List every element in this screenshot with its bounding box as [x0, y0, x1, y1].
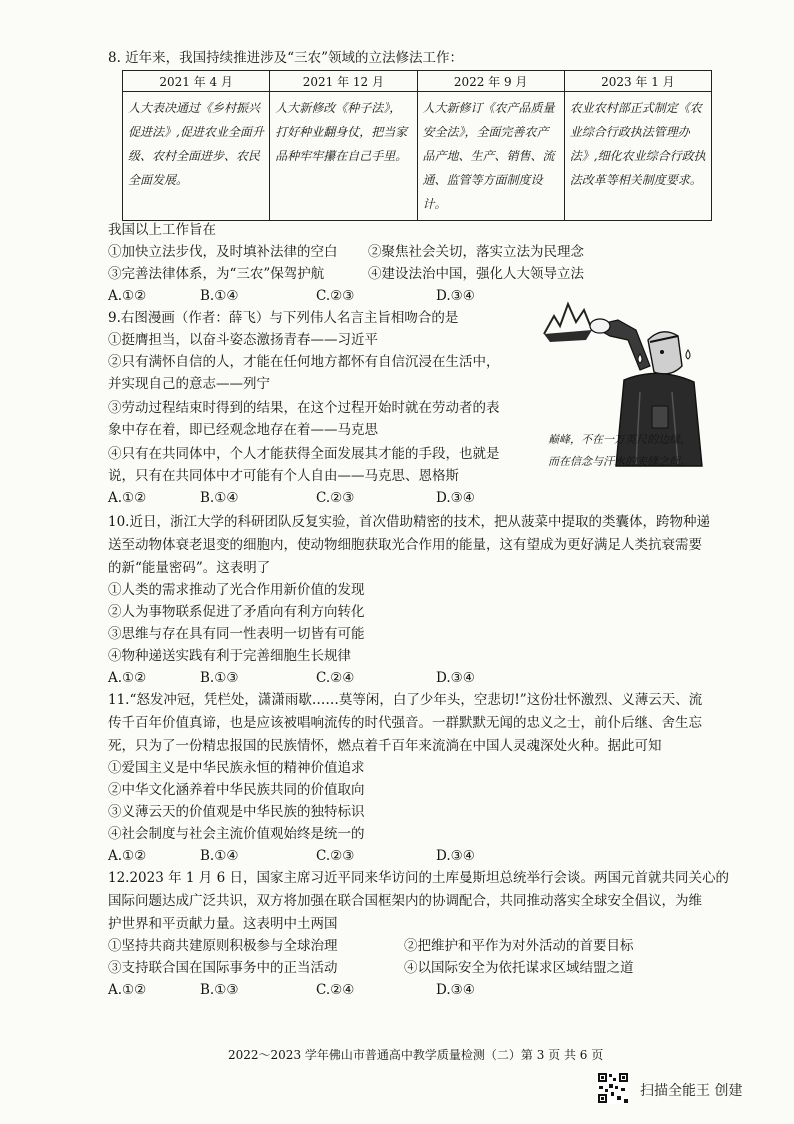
q9-option: C.②③: [316, 490, 355, 506]
q12-item: ③支持联合国在国际事务中的正当活动: [108, 960, 338, 976]
q8-lead: 我国以上工作旨在: [108, 222, 216, 238]
table-header-date: 2023 年 1 月: [564, 71, 711, 92]
q8-item: ②聚焦社会关切，落实立法为民理念: [368, 244, 584, 260]
q11-line: 传千百年价值真谛，也是应该被唱响流传的时代强音。一群默默无闻的忠义之士，前仆后继、舍生忘: [108, 715, 702, 731]
q9-line: 说，只有在共同体中才可能有个人自由——马克思、恩格斯: [108, 468, 459, 484]
q9-option: B.①④: [200, 490, 239, 506]
q8-option: B.①④: [200, 288, 239, 304]
q8-item: ①加快立法步伐，及时填补法律的空白: [108, 244, 338, 260]
q11-item: ③义薄云天的价值观是中华民族的独特标识: [108, 804, 365, 820]
table-cell: 农业农村部正式制定《农业综合行政执法管理办法》,细化农业综合行政执法改革等相关制度要求。: [564, 92, 711, 221]
q9-line: ③劳动过程结束时得到的结果，在这个过程开始时就在劳动者的表: [108, 400, 500, 416]
q11-item: ④社会制度与社会主流价值观始终是统一的: [108, 826, 365, 842]
q8-option: A.①②: [108, 288, 147, 304]
q8-option: C.②③: [316, 288, 355, 304]
q9-option: A.①②: [108, 490, 147, 506]
q9-line: ④只有在共同体中，个人才能获得全面发展其才能的手段，也就是: [108, 446, 500, 462]
q10-option: C.②④: [316, 670, 355, 686]
q12-line: 护世界和平贡献力量。这表明中土两国: [108, 916, 338, 932]
q12-line: 国际问题达成广泛共识，双方将加强在联合国框架内的协调配合，共同推动落实全球安全倡议，为维: [108, 893, 702, 909]
legislation-table: [122, 70, 712, 221]
q11-option: B.①④: [200, 848, 239, 864]
q9-line: 并实现自己的意志——列宁: [108, 376, 270, 392]
q11-option: D.③④: [436, 848, 475, 864]
q12-option: C.②④: [316, 982, 355, 998]
page-footer: 2022～2023 学年佛山市普通高中教学质量检测（二）第 3 页 共 6 页: [228, 1048, 604, 1062]
q8-item: ③完善法律体系，为“三农”保驾护航: [108, 266, 325, 282]
q10-item: ④物种递送实践有利于完善细胞生长规律: [108, 648, 351, 664]
q8-stem: 8. 近年来，我国持续推进涉及“三农”领域的立法修法工作：: [108, 50, 463, 66]
q12-item: ①坚持共商共建原则积极参与全球治理: [108, 938, 338, 954]
table-header-date: 2022 年 9 月: [417, 71, 564, 92]
q11-option: A.①②: [108, 848, 147, 864]
q11-line: 11.“怒发冲冠，凭栏处，潇潇雨歇……莫等闲，白了少年头，空悲切!”这份壮怀激烈、义薄云天、流: [108, 692, 703, 708]
q9-option: D.③④: [436, 490, 475, 506]
q10-option: B.①③: [200, 670, 239, 686]
q8-option: D.③④: [436, 288, 475, 304]
q9-stem: 9.右图漫画（作者：薛飞）与下列伟人名言主旨相吻合的是: [108, 310, 459, 326]
q10-item: ①人类的需求推动了光合作用新价值的发现: [108, 582, 365, 598]
q11-item: ①爱国主义是中华民族永恒的精神价值追求: [108, 760, 365, 776]
q10-line: 送至动物体衰老退变的细胞内，使动物细胞获取光合作用的能量，这有望成为更好满足人类抗衰需要: [108, 537, 702, 553]
table-header-date: 2021 年 12 月: [270, 71, 417, 92]
q9-line: ②只有满怀自信的人，才能在任何地方都怀有自信沉浸在生活中，: [108, 354, 500, 370]
q11-item: ②中华文化涵养着中华民族共同的价值取向: [108, 782, 365, 798]
q10-item: ③思维与存在具有同一性表明一切皆有可能: [108, 626, 365, 642]
cartoon-caption: 而在信念与汗水的夹缝之间。: [548, 455, 691, 468]
q10-line: 的新“能量密码”。这表明了: [108, 560, 271, 576]
q10-item: ②人为事物联系促进了矛盾向有利方向转化: [108, 604, 365, 620]
q12-option: D.③④: [436, 982, 475, 998]
scanner-watermark: 扫描全能王 创建: [640, 1083, 743, 1099]
table-cell: 人大表决通过《乡村振兴促进法》,促进农业全面升级、农村全面进步、农民全面发展。: [123, 92, 270, 221]
qr-code-icon: [597, 1072, 629, 1104]
q12-option: B.①③: [200, 982, 239, 998]
q11-line: 死，只为了一份精忠报国的民族情怀，燃点着千百年来流淌在中国人灵魂深处火种。据此可知: [108, 738, 662, 754]
q12-line: 12.2023 年 1 月 6 日，国家主席习近平同来华访问的土库曼斯坦总统举行会谈。两国元首就共同关心的: [108, 870, 729, 886]
q12-item: ②把维护和平作为对外活动的首要目标: [404, 938, 634, 954]
q10-option: D.③④: [436, 670, 475, 686]
table-header-date: 2021 年 4 月: [123, 71, 270, 92]
table-cell: 人大新修订《农产品质量安全法》，全面完善农产品产地、生产、销售、流通、监管等方面制度设计。: [417, 92, 564, 221]
cartoon-caption: 巅峰，不在一万英尺的边缘，: [548, 433, 691, 446]
q12-option: A.①②: [108, 982, 147, 998]
q10-line: 10.近日，浙江大学的科研团队反复实验，首次借助精密的技术，把从菠菜中提取的类囊体，跨物种递: [108, 514, 710, 530]
q11-option: C.②③: [316, 848, 355, 864]
q10-option: A.①②: [108, 670, 147, 686]
q9-line: ①挺膺担当，以奋斗姿态激扬青春——习近平: [108, 332, 378, 348]
q8-item: ④建设法治中国，强化人大领导立法: [368, 266, 584, 282]
q12-item: ④以国际安全为依托谋求区域结盟之道: [404, 960, 634, 976]
table-cell: 人大新修改《种子法》，打好种业翻身仗，把当家品种牢牢攥在自己手里。: [270, 92, 417, 221]
q9-line: 象中存在着，即已经观念地存在着——马克思: [108, 422, 378, 438]
